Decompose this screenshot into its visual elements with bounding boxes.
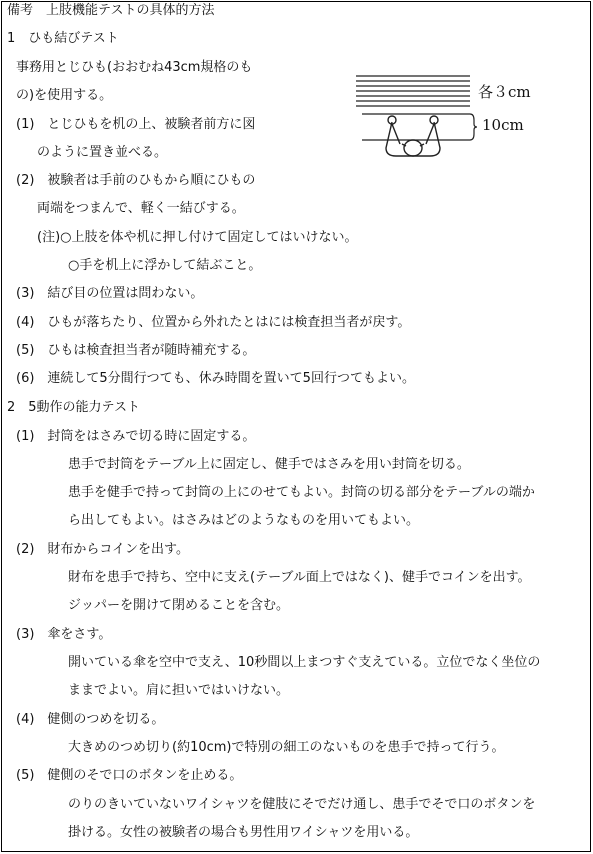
text-line: ら出してもよい。はさみはどのようなものを用いてもよい。 (68, 513, 420, 528)
text-line: の)を使用する。 (16, 88, 113, 103)
section-heading: 2 5動作の能力テスト (7, 400, 141, 415)
string-spacing-label: 各３cm (478, 83, 531, 101)
list-item: (1) とじひもを机の上、被験者前方に図 (16, 117, 256, 132)
list-item: (3) 結び目の位置は問わない。 (16, 286, 204, 301)
list-item: (1) 封筒をはさみで切る時に固定する。 (16, 429, 256, 444)
list-item: (2) 財布からコインを出す。 (16, 542, 189, 557)
list-item: (3) 傘をさす。 (16, 627, 112, 642)
text-line: 大きめのつめ切り(約10cm)で特別の細工のないものを患手で持って行う。 (68, 740, 505, 755)
subject-hands-icon (386, 116, 440, 156)
list-item: (6) 連続して5分間行つても、休み時間を置いて5回行つてもよい。 (16, 371, 415, 386)
note-line: ○手を机上に浮かして結ぶこと。 (68, 258, 262, 273)
text-line: 開いている傘を空中で支え、10秒間以上まつすぐ支えている。立位でなく坐位の (68, 655, 541, 670)
text-line: ジッパーを開けて閉めることを含む。 (68, 598, 290, 613)
text-line: 財布を患手で持ち、空中に支え(テーブル面上ではなく)、健手でコインを出す。 (68, 570, 531, 585)
text-line: 患手を健手で持って封筒の上にのせてもよい。封筒の切る部分をテーブルの端か (68, 485, 535, 500)
note-line: (注)○上肢を体や机に押し付けて固定してはいけない。 (37, 230, 358, 245)
text-line: 掛ける。女性の被験者の場合も男性用ワイシャツを用いる。 (68, 825, 419, 840)
page-title: 備考 上肢機能テストの具体的方法 (7, 3, 215, 18)
list-item: (5) ひもは検査担当者が随時補充する。 (16, 343, 256, 358)
list-item: (5) 健側のそで口のボタンを止める。 (16, 768, 243, 783)
text-line: 事務用とじひも(おおむね43cm規格のも (16, 60, 253, 75)
list-item: (2) 被験者は手前のひもから順にひもの (16, 173, 256, 188)
list-item: (4) ひもが落ちたり、位置から外れたとはには検査担当者が戻す。 (16, 315, 411, 330)
desk-depth-label: 10cm (482, 116, 524, 134)
text-line: 患手で封筒をテーブル上に固定し、健手ではさみを用い封筒を切る。 (68, 457, 470, 472)
text-line: 両端をつまんで、軽く一結びする。 (37, 201, 245, 216)
text-line: ままでよい。肩に担いではいけない。 (68, 683, 290, 698)
string-layout-figure (356, 70, 536, 170)
text-line: のように置き並べる。 (37, 145, 168, 160)
section-heading: 1 ひも結びテスト (7, 31, 119, 46)
list-item: (4) 健側のつめを切る。 (16, 712, 165, 727)
text-line: のりのきいていないワイシャツを健肢にそでだけ通し、患手でそで口のボタンを (68, 797, 536, 812)
brace-icon (470, 114, 477, 140)
